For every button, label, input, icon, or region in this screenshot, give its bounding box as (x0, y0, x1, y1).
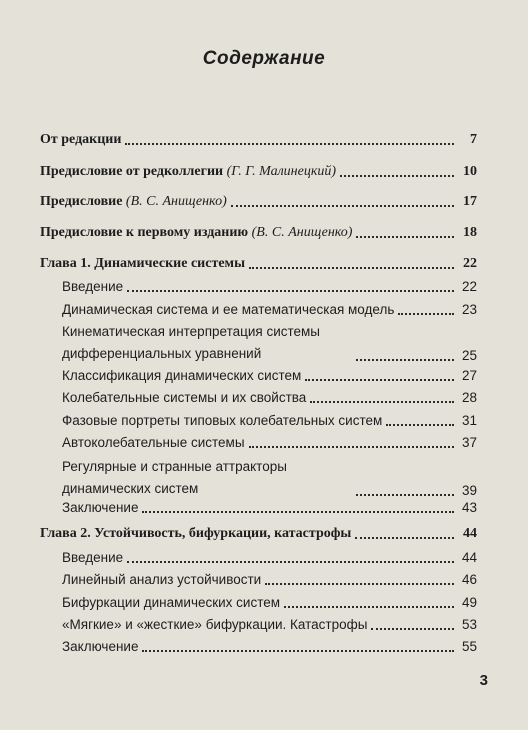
dot-leader (142, 649, 454, 652)
toc-section: Линейный анализ устойчивости 46 (62, 572, 477, 587)
toc-section: Колебательные системы и их свойства 28 (62, 390, 477, 405)
dot-leader (386, 423, 454, 426)
toc-entry-editorial: От редакции 7 (40, 132, 477, 147)
toc-entry-board-preface: Предисловие от редколлегии (Г. Г. Малинецкий) 10 (40, 164, 477, 179)
dot-leader (310, 400, 454, 403)
dot-leader (249, 266, 454, 269)
dot-leader (231, 204, 454, 207)
toc-section: Введение 22 (62, 279, 477, 294)
toc-section: Динамическая система и ее математическая модель 23 (62, 302, 477, 317)
dot-leader (356, 493, 454, 496)
toc-section: Автоколебательные системы 37 (62, 435, 477, 450)
dot-leader (142, 510, 454, 513)
dot-leader (356, 235, 454, 238)
dot-leader (355, 536, 454, 539)
dot-leader (125, 142, 454, 145)
dot-leader (371, 627, 454, 630)
dot-leader (127, 560, 454, 563)
dot-leader (305, 378, 454, 381)
toc-section: Регулярные и странные аттракторы динамических систем 39 (62, 459, 477, 498)
dot-leader (249, 445, 454, 448)
page-title: Содержание (202, 48, 326, 69)
toc-chapter-1: Глава 1. Динамические системы 22 (40, 256, 477, 271)
toc-section: Бифуркации динамических систем 49 (62, 595, 477, 610)
page-number: 3 (479, 672, 488, 689)
dot-leader (265, 582, 454, 585)
toc-chapter-2: Глава 2. Устойчивость, бифуркации, катастрофы 44 (40, 526, 477, 541)
toc-entry-preface: Предисловие (В. С. Анищенко) 17 (40, 194, 477, 209)
toc-section: Фазовые портреты типовых колебательных систем 31 (62, 413, 477, 428)
dot-leader (127, 289, 454, 292)
toc-section: Кинематическая интерпретация системы дифференциальных уравнений 25 (62, 324, 477, 363)
dot-leader (340, 174, 454, 177)
toc-section: Классификация динамических систем 27 (62, 368, 477, 383)
dot-leader (284, 605, 454, 608)
toc-section: Введение 44 (62, 550, 477, 565)
toc-entry-first-edition-preface: Предисловие к первому изданию (В. С. Анищенко) 18 (40, 225, 477, 240)
toc-section: Заключение 43 (62, 500, 477, 515)
toc-section: «Мягкие» и «жесткие» бифуркации. Катастрофы 53 (62, 617, 477, 632)
dot-leader (398, 312, 454, 315)
dot-leader (356, 358, 454, 361)
toc-section: Заключение 55 (62, 639, 477, 654)
